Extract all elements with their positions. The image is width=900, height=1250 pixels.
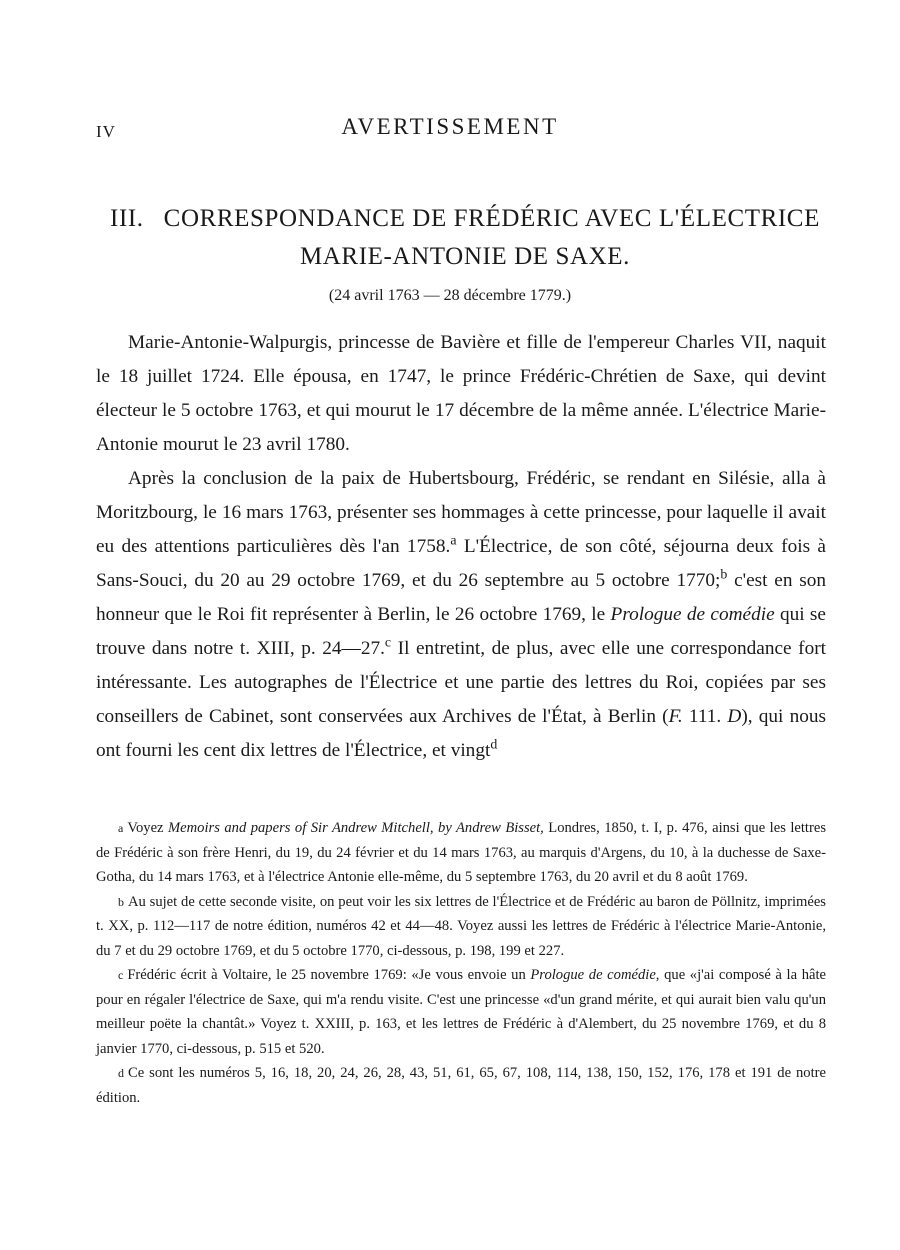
footnote-d: [96, 1061, 826, 1110]
section-number: III.: [110, 205, 144, 232]
footnote-ref-b: b: [720, 567, 728, 583]
paragraph-2-text: c'est en son honneur que le Roi fit représenter à Berlin, le 26 octobre 1769, le: [96, 570, 826, 625]
footnote-text: que «j'ai composé à la hâte pour en régaler l'électrice de Saxe, qui m'a rendu visite. C'est une princesse «d'un grand mérite, et qui aurait bien valu qu'un meilleur poëte la chantât.» Voyez t. XXIII, p. 163, et les lettres de Frédéric à d'Alembert, du 25 novembre 1769, et du 8 janvier 1770, ci-dessous, p. 515 et 520.: [96, 967, 826, 1057]
paragraph-2-text: Après la conclusion de la paix de Hubertsbourg, Frédéric, se rendant en Silésie, alla à Moritzbourg, le 16 mars 1763, présenter ses hommages à cette princesse, pour laquelle il avait eu des attentions particulières dès l'an 1758.: [96, 468, 826, 557]
footnote-text: Au sujet de cette seconde visite, on peut voir les six lettres de l'Électrice et de Frédéric au baron de Pöllnitz, imprimées t. XX, p. 112—117 de notre édition, numéros 42 et 44—48. Voyez aussi les lettres de Frédéric à l'électrice Marie-Antonie, du 7 et du 29 octobre 1769, et du 5 octobre 1770, ci-dessous, p. 198, 199 et 227.: [96, 893, 826, 959]
footnote-mark: b: [118, 894, 124, 909]
paragraph-2-text: 111.: [682, 706, 728, 727]
italic-archive-ref: D: [727, 706, 742, 727]
page-number: IV: [96, 122, 116, 141]
section-title-text-1: CORRESPONDANCE DE FRÉDÉRIC AVEC L'ÉLECTRICE: [163, 205, 820, 232]
paragraph-2-text: L'Électrice, de son côté, séjourna deux fois à Sans-Souci, du 20 au 29 octobre 1769, et du 26 septembre au 5 octobre 1770;: [96, 536, 826, 591]
italic-title: Prologue de comédie: [610, 604, 775, 625]
footnote-b: [96, 890, 826, 964]
footnote-mark: d: [118, 1066, 124, 1080]
footnote-ref-a: a: [450, 533, 457, 549]
footnote-a: [96, 816, 826, 890]
paragraph-2-text: Il entretint, de plus, avec elle une correspondance fort intéressante. Les autographes de l'Électrice et une partie des lettres du Roi, copiées par ses conseillers de Cabinet, sont conservées aux Archives de l'État, à Berlin (: [96, 638, 826, 727]
footnote-mark: a: [118, 821, 124, 835]
footnotes: [96, 816, 826, 1110]
body-text: [96, 326, 826, 768]
section-dates: (24 avril 1763 — 28 décembre 1779.): [328, 287, 572, 304]
paragraph-2-text: qui se trouve dans notre t. XIII, p. 24—27.: [96, 604, 826, 659]
footnote-ref-c: c: [384, 635, 392, 651]
footnote-text: Frédéric écrit à Voltaire, le 25 novembre 1769: «Je vous envoie un: [127, 967, 531, 983]
section-title-line-1: [100, 200, 830, 238]
paragraph-2-text: ), qui nous ont fourni les cent dix lettres de l'Électrice, et vingt: [96, 706, 826, 761]
paragraph-1: Marie-Antonie-Walpurgis, princesse de Bavière et fille de l'empereur Charles VII, naquit le 18 juillet 1724. Elle épousa, en 1747, le prince Frédéric-Chrétien de Saxe, qui devint électeur le 5 octobre 1763, et qui mourut le 17 décembre de la même année. L'électrice Marie-Antonie mourut le 23 avril 1780.: [96, 332, 826, 455]
footnote-text: Voyez: [127, 820, 168, 836]
footnote-mark: c: [118, 968, 124, 982]
running-title: AVERTISSEMENT: [341, 114, 559, 139]
footnote-italic: Memoirs and papers of Sir Andrew Mitchell, by Andrew Bisset,: [168, 820, 544, 836]
paragraph-2: [96, 462, 826, 768]
footnote-text: Londres, 1850, t. I, p. 476, ainsi que les lettres de Frédéric à son frère Henri, du 19, du 24 février et du 14 mars 1763, au marquis d'Argens, du 10, à la duchesse de Saxe-Gotha, du 14 mars 1763, et à l'électrice Antonie elle-même, du 5 septembre 1763, du 20 avril et du 8 août 1769.: [96, 820, 826, 885]
footnote-text: Ce sont les numéros 5, 16, 18, 20, 24, 26, 28, 43, 51, 61, 65, 67, 108, 114, 138, 150, 152, 176, 178 et 191 de notre édition.: [96, 1065, 826, 1106]
italic-archive-ref: F.: [668, 706, 683, 727]
footnote-c: [96, 963, 826, 1061]
section-title-line-2: MARIE-ANTONIE DE SAXE.: [299, 243, 631, 270]
footnote-ref-d: d: [490, 737, 498, 753]
footnote-italic: Prologue de comédie,: [530, 967, 660, 983]
section-title: [100, 200, 830, 276]
